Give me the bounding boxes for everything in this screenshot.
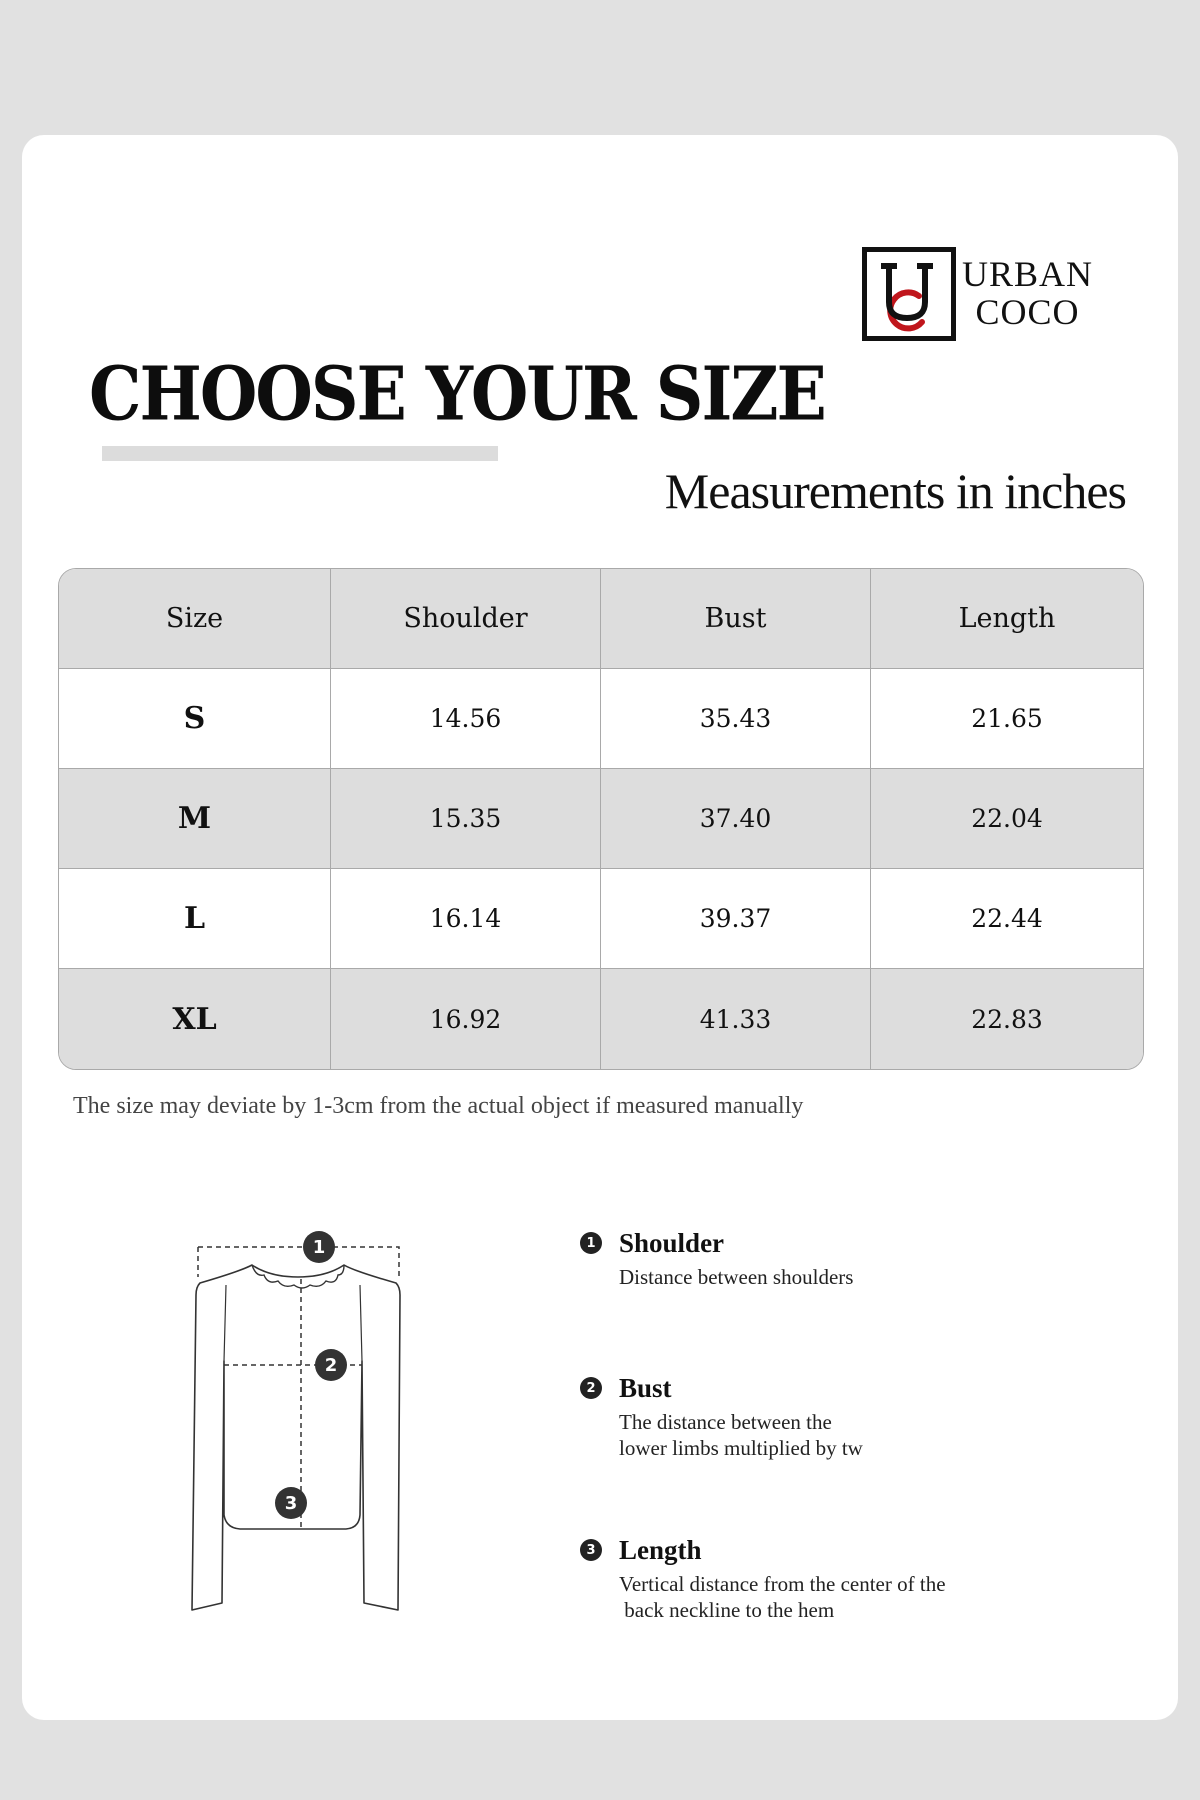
table-cell-shoulder: 16.14 [331, 869, 601, 969]
monogram-logo [862, 247, 956, 341]
legend-description: Vertical distance from the center of the back neckline to the hem [619, 1572, 946, 1622]
page-title: CHOOSE YOUR SIZE [89, 350, 825, 438]
brand-line-2: COCO [975, 292, 1080, 332]
brand-logo [862, 247, 1102, 339]
legend-title: Length [619, 1535, 702, 1565]
table-header-size: Size [59, 569, 331, 669]
garment-diagram [186, 1225, 416, 1617]
table-header-bust: Bust [601, 569, 871, 669]
table-cell-bust: 35.43 [601, 669, 871, 769]
title-underline [102, 446, 498, 461]
table-cell-size: M [59, 769, 331, 869]
legend-title: Bust [619, 1373, 672, 1403]
table-cell-shoulder: 16.92 [331, 969, 601, 1069]
legend-description: The distance between the lower limbs multiplied by tw [619, 1410, 863, 1460]
table-cell-length: 22.44 [871, 869, 1143, 969]
marker-bust: 2 [315, 1349, 347, 1381]
units-subtitle: Measurements in inches [664, 463, 1126, 519]
legend-title: Shoulder [619, 1228, 725, 1258]
table-cell-size: L [59, 869, 331, 969]
legend-number: 3 [580, 1539, 602, 1561]
table-cell-size: S [59, 669, 331, 769]
size-table [58, 568, 1144, 1070]
marker-shoulder: 1 [303, 1231, 335, 1263]
legend-description: Distance between shoulders [619, 1265, 854, 1289]
garment-outline-icon [186, 1225, 416, 1617]
table-cell-bust: 41.33 [601, 969, 871, 1069]
table-cell-bust: 37.40 [601, 769, 871, 869]
measurement-note: The size may deviate by 1-3cm from the actual object if measured manually [73, 1093, 804, 1119]
marker-length: 3 [275, 1487, 307, 1519]
brand-wordmark [962, 255, 1093, 331]
table-header-shoulder: Shoulder [331, 569, 601, 669]
table-cell-shoulder: 15.35 [331, 769, 601, 869]
table-cell-size: XL [59, 969, 331, 1069]
table-cell-length: 22.04 [871, 769, 1143, 869]
table-cell-shoulder: 14.56 [331, 669, 601, 769]
table-cell-length: 21.65 [871, 669, 1143, 769]
table-cell-length: 22.83 [871, 969, 1143, 1069]
table-cell-bust: 39.37 [601, 869, 871, 969]
monogram-icon [867, 252, 951, 336]
brand-line-1: URBAN [962, 254, 1094, 294]
legend-number: 2 [580, 1377, 602, 1399]
legend-number: 1 [580, 1232, 602, 1254]
table-header-length: Length [871, 569, 1143, 669]
